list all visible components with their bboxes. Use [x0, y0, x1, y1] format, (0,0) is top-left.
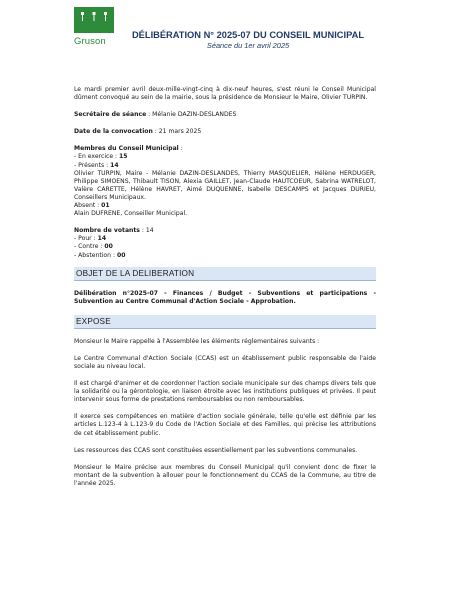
document-title: DÉLIBÉRATION N° 2025-07 DU CONSEIL MUNICIPAL [131, 30, 365, 40]
section-expose-heading: EXPOSE [74, 315, 376, 329]
intro-paragraph: Le mardi premier avril deux-mille-vingt-cinq à dix-neuf heures, s'est réuni le Conseil Municipal dûment convoqué au sein de la mairie, sous la présidence de Monsieur le Maire, Olivier TURPIN. [74, 86, 376, 102]
votes-for-count: 14 [97, 235, 107, 243]
document-body [74, 86, 376, 488]
secretary-label: Secrétaire de séance [74, 111, 147, 119]
votes-count: : 14 [139, 227, 154, 235]
expose-paragraph-1: Monsieur le Maire rappelle à l'Assemblée les éléments réglementaires suivants : [74, 337, 320, 345]
expose-paragraph-6: Monsieur le Maire précise aux membres du Conseil Municipal qu'il convient donc de fixer le montant de la subvention à allouer pour le fonctionnement du CCAS de la Commune, au titre de l'année 2025. [74, 463, 376, 487]
absent-label: Absent : [74, 202, 102, 210]
absent-list: Alain DUFRENE, Conseiller Municipal. [74, 210, 188, 218]
votes-against-label: - Contre : [74, 243, 105, 251]
expose-paragraph-5: Les ressources des CCAS sont constituées essentiellement par les subventions communales. [74, 446, 358, 454]
in-office-count: 15 [119, 153, 128, 161]
members-colon: : [178, 145, 183, 153]
logo-emblem [74, 7, 114, 33]
votes-for-label: - Pour : [74, 235, 98, 243]
members-present [74, 162, 376, 170]
votes-against [74, 243, 376, 251]
votes-abstention [74, 252, 376, 260]
present-count: 14 [110, 161, 119, 169]
expose-paragraph-3: Il est chargé d'animer et de coordonner l'action sociale municipale sur des champs divers tels que la solidarité ou la gérontologie, en liaison étroite avec les institutions publiques et privées. Il peut intervenir sous forme de prestations remboursables ou non remboursables. [74, 380, 376, 404]
present-list: Olivier TURPIN, Maire - Mélanie DAZIN-DESLANDES, Thierry MASQUELIER, Hélène HERDUGER, Philippe SIMOENS, Thibault TISON, Alexia GAILLET, Jean-Claude HAUTCOEUR, Sabrina WATRELOT, Valère CARETTE, Hélène HAVRET, Aimé DUQUENNE, Isabelle DESCAMPS et Jacques DURIEU, Conseillers Municipaux. [74, 169, 376, 201]
convocation-label: Date de la convocation [74, 128, 153, 136]
secretary-line [74, 111, 376, 119]
votes-against-count: 00 [104, 243, 113, 251]
trees-icon [74, 7, 114, 33]
section-object-heading: OBJET DE LA DELIBERATION [74, 267, 376, 281]
logo-name: Gruson [74, 36, 106, 47]
members-absent [74, 202, 376, 210]
votes-heading [74, 227, 376, 235]
secretary-value: : Mélanie DAZIN-DESLANDES [146, 111, 237, 119]
convocation-value: : 21 mars 2025 [152, 128, 202, 136]
expose-paragraph-2: Le Centre Communal d'Action Sociale (CCAS) est un établissement public responsable de l'aide sociale au niveau local. [74, 354, 376, 370]
members-in-office [74, 153, 376, 161]
convocation-line [74, 128, 376, 136]
session-date: Séance du 1er avril 2025 [206, 41, 290, 50]
expose-paragraph-4: Il exerce ses compétences en matière d'action sociale générale, telle qu'elle est définie par les articles L.123-4 à L.123-9 du Code de l'Action Sociale et des Familles, qui précise les attributions de cet établissement public. [74, 413, 376, 437]
votes-label: Nombre de votants [74, 227, 140, 235]
deliberation-title: Délibération n°2025-07 - Finances / Budget - Subventions et participations - Subvention au Centre Communal d'Action Sociale - Approbation. [74, 289, 376, 305]
votes-for [74, 235, 376, 243]
members-heading [74, 145, 376, 153]
document-header [120, 30, 376, 50]
members-label: Membres du Conseil Municipal [74, 145, 179, 153]
absent-count: 01 [101, 202, 110, 210]
in-office-label: - En exercice : [74, 153, 120, 161]
present-label: - Présents : [74, 161, 111, 169]
votes-abstention-label: - Abstention : [74, 251, 117, 259]
gruson-logo [74, 7, 114, 52]
votes-abstention-count: 00 [116, 251, 126, 259]
